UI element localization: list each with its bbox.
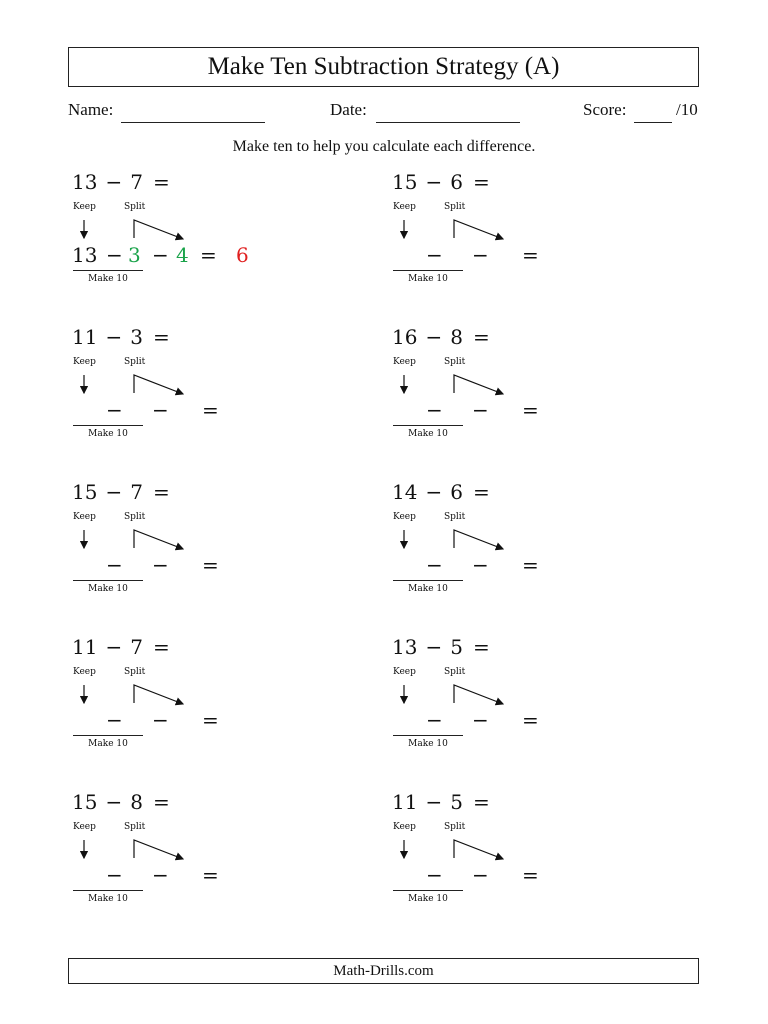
make-ten-row [392,553,592,579]
split-label: Split [124,667,146,677]
problem-5 [68,480,388,610]
problem-equation [392,325,490,349]
split-arrow-icon [134,530,183,549]
subtrahend: 7 [130,635,143,659]
problem-equation [392,635,490,659]
make10-underline[interactable] [393,425,463,426]
subtrahend: 5 [450,790,463,814]
split-label: Split [124,357,146,367]
problem-3 [68,325,388,455]
footer-credit: Math-Drills.com [68,958,699,984]
problem-7 [68,635,388,765]
split-arrow-icon [134,840,183,859]
make10-label: Make 10 [88,739,128,749]
keep-label: Keep [73,202,96,212]
make10-label: Make 10 [408,894,448,904]
subtrahend: 7 [130,170,143,194]
make-ten-row [72,243,272,269]
keep-split-arrows [68,830,198,862]
make10-underline[interactable] [73,735,143,736]
equals-sign: = [472,480,490,504]
equals-sign: = [152,635,170,659]
make10-underline[interactable] [73,425,143,426]
minus-sign: − [425,635,443,659]
split-label: Split [444,822,466,832]
make10-underline[interactable] [73,270,143,271]
split-label: Split [124,822,146,832]
minus-sign: − [106,243,123,267]
equals-sign: = [152,325,170,349]
minuend: 13 [72,170,98,194]
minus-sign: − [425,170,443,194]
instructions: Make ten to help you calculate each difference. [232,138,536,155]
keep-label: Keep [393,512,416,522]
make-ten-row [392,243,592,269]
keep-split-arrows [388,830,518,862]
split-arrow-icon [454,840,503,859]
name-field[interactable] [121,122,265,123]
minus-sign: − [106,398,123,422]
equals-sign: = [472,790,490,814]
equals-sign: = [472,325,490,349]
minus-sign: − [472,243,489,267]
make10-label: Make 10 [88,894,128,904]
split-arrow-icon [454,530,503,549]
keep-label: Keep [393,357,416,367]
equals-sign: = [152,480,170,504]
problem-2 [388,170,708,300]
minuend: 15 [392,170,418,194]
problem-8 [388,635,708,765]
minus-sign: − [152,553,169,577]
minuend: 15 [72,480,98,504]
keep-split-arrows [68,520,198,552]
worksheet-title: Make Ten Subtraction Strategy (A) [68,47,699,87]
minuend: 14 [392,480,418,504]
split-arrow-icon [134,220,183,239]
split-arrow-icon [134,685,183,704]
problem-equation [392,790,490,814]
split-label: Split [124,512,146,522]
minus-sign: − [106,863,123,887]
split-label: Split [444,202,466,212]
problem-equation [72,790,170,814]
split-second-part: 4 [176,243,189,267]
subtrahend: 8 [130,790,143,814]
minus-sign: − [105,170,123,194]
equals-sign: = [200,243,217,267]
subtrahend: 7 [130,480,143,504]
minus-sign: − [426,553,443,577]
keep-split-arrows [388,210,518,242]
keep-label: Keep [393,822,416,832]
name-label: Name: [68,100,114,119]
problem-1 [68,170,388,300]
minus-sign: − [105,790,123,814]
student-info-row [68,97,701,127]
make10-underline[interactable] [73,890,143,891]
minus-sign: − [425,325,443,349]
problem-equation [392,480,490,504]
minus-sign: − [152,243,169,267]
problem-6 [388,480,708,610]
minuend: 11 [72,635,98,659]
make-ten-row [72,398,272,424]
answer-value: 6 [236,243,249,267]
subtrahend: 5 [450,635,463,659]
minus-sign: − [425,790,443,814]
minus-sign: − [106,553,123,577]
minus-sign: − [472,553,489,577]
equals-sign: = [152,170,170,194]
problem-equation [392,170,490,194]
keep-label: Keep [73,822,96,832]
subtrahend: 6 [450,170,463,194]
equals-sign: = [202,553,219,577]
subtrahend: 3 [130,325,143,349]
keep-label: Keep [393,667,416,677]
problem-equation [72,325,170,349]
equals-sign: = [472,635,490,659]
split-label: Split [444,357,466,367]
keep-label: Keep [73,357,96,367]
equals-sign: = [522,863,539,887]
equals-sign: = [522,243,539,267]
make-ten-row [72,863,272,889]
minus-sign: − [105,325,123,349]
make10-label: Make 10 [408,429,448,439]
make10-underline[interactable] [73,580,143,581]
make10-underline[interactable] [393,270,463,271]
problem-9 [68,790,388,920]
make10-underline[interactable] [393,580,463,581]
problem-10 [388,790,708,920]
subtrahend: 6 [450,480,463,504]
make10-label: Make 10 [408,584,448,594]
minus-sign: − [106,708,123,732]
split-label: Split [444,667,466,677]
keep-split-arrows [68,210,198,242]
equals-sign: = [152,790,170,814]
keep-value: 13 [72,243,98,267]
minus-sign: − [426,863,443,887]
make10-underline[interactable] [393,735,463,736]
minus-sign: − [105,635,123,659]
minus-sign: − [426,398,443,422]
minuend: 11 [392,790,418,814]
split-label: Split [444,512,466,522]
keep-split-arrows [68,675,198,707]
score-field[interactable] [634,122,672,123]
make10-label: Make 10 [88,274,128,284]
make10-underline[interactable] [393,890,463,891]
keep-label: Keep [73,667,96,677]
make10-label: Make 10 [408,274,448,284]
make-ten-row [72,553,272,579]
minus-sign: − [426,708,443,732]
date-field[interactable] [376,122,520,123]
equals-sign: = [522,398,539,422]
keep-label: Keep [73,512,96,522]
minus-sign: − [426,243,443,267]
minus-sign: − [472,708,489,732]
equals-sign: = [202,863,219,887]
problem-equation [72,635,170,659]
minus-sign: − [472,863,489,887]
make-ten-row [392,398,592,424]
date-label: Date: [330,100,367,119]
equals-sign: = [522,553,539,577]
make-ten-row [392,708,592,734]
minus-sign: − [152,708,169,732]
keep-label: Keep [393,202,416,212]
split-arrow-icon [454,685,503,704]
make10-label: Make 10 [408,739,448,749]
make-ten-row [72,708,272,734]
subtrahend: 8 [450,325,463,349]
make10-label: Make 10 [88,584,128,594]
minuend: 15 [72,790,98,814]
minuend: 13 [392,635,418,659]
equals-sign: = [522,708,539,732]
keep-split-arrows [388,675,518,707]
minuend: 11 [72,325,98,349]
minus-sign: − [105,480,123,504]
minuend: 16 [392,325,418,349]
equals-sign: = [202,398,219,422]
minus-sign: − [425,480,443,504]
score-label: Score: [583,100,627,119]
keep-split-arrows [388,520,518,552]
equals-sign: = [472,170,490,194]
keep-split-arrows [388,365,518,397]
split-arrow-icon [134,375,183,394]
minus-sign: − [152,863,169,887]
problem-equation [72,170,170,194]
problem-equation [72,480,170,504]
make-ten-row [392,863,592,889]
minus-sign: − [472,398,489,422]
equals-sign: = [202,708,219,732]
split-arrow-icon [454,375,503,394]
split-label: Split [124,202,146,212]
split-first-part: 3 [128,243,141,267]
problem-4 [388,325,708,455]
score-total: /10 [676,100,698,119]
keep-split-arrows [68,365,198,397]
minus-sign: − [152,398,169,422]
split-arrow-icon [454,220,503,239]
make10-label: Make 10 [88,429,128,439]
